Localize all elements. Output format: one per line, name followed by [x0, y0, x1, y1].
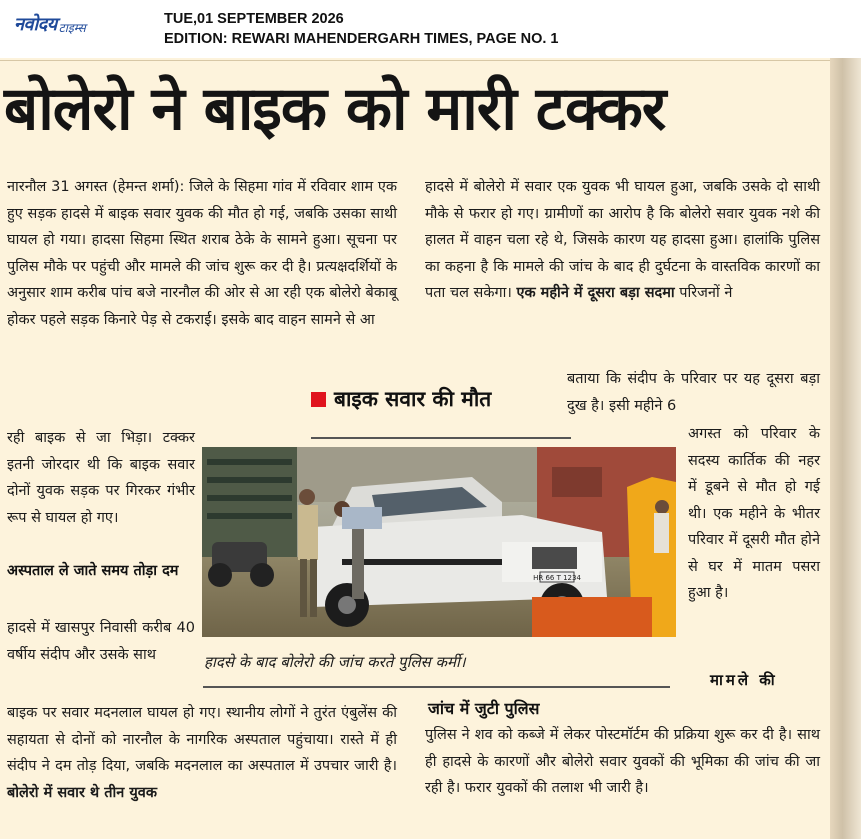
newspaper-logo[interactable] — [14, 10, 86, 36]
bottom-left-paragraph — [7, 700, 397, 806]
bottom-right-subheading: जांच में जुटी पुलिस — [428, 699, 540, 718]
bottom-right-paragraph: पुलिस ने शव को कब्जे में लेकर पोस्टमॉर्टम की प्रक्रिया शुरू कर दी है। साथ ही हादसे के कारणों और बोलेरो सवार युवकों की भूमिका की जांच की जा रही है। फरार युवकों की तलाश भी जारी है। — [425, 727, 820, 796]
subheadline-rule — [311, 437, 571, 439]
left-column-paragraph-2: रही बाइक से जा भिड़ा। टक्कर इतनी जोरदार थी कि बाइक सवार दोनों युवक सड़क पर गिरकर गंभीर रूप से घायल हो गए। — [7, 430, 195, 526]
logo-sub-text: टाइम्स — [58, 21, 86, 35]
right-column-paragraph-1 — [425, 174, 820, 307]
right-col-1-tail: परिजनों ने — [679, 285, 733, 301]
photo-caption: हादसे के बाद बोलेरो की जांच करते पुलिस कर्मी। — [204, 653, 466, 671]
subheadline-text: बाइक सवार की मौत — [334, 387, 492, 411]
article-headline: बोलेरो ने बाइक को मारी टक्कर — [4, 74, 666, 144]
page-edge — [830, 58, 861, 839]
accident-photo-drawing — [202, 447, 676, 637]
right-subheading-2: मामले की — [710, 671, 778, 689]
page-header — [0, 0, 861, 58]
logo-main-text: नवोदय — [14, 14, 57, 35]
left-column-paragraph-3: हादसे में खासपुर निवासी करीब 40 वर्षीय संदीप और उसके साथ — [7, 620, 195, 663]
right-col-1-text: हादसे में बोलेरो में सवार एक युवक भी घायल हुआ, जबकि उसके दो साथी मौके से फरार हो गए। ग्रामीणों का आरोप है कि बोलेरो सवार युवक नशे की हालत में वाहन चला रहे थे, जिसके कारण यह हादसा हुआ। हालांकि पुलिस का कहना है कि मामले की जांच के बाद ही दुर्घटना के वास्तविक कारणों का पता चल सकेगा। — [425, 179, 820, 301]
bottom-left-subheading: बोलेरो में सवार थे तीन युवक — [7, 784, 157, 801]
date-line: TUE,01 SEPTEMBER 2026 — [164, 11, 344, 27]
right-column-paragraph-2: बताया कि संदीप के परिवार पर यह दूसरा बड़ा दुख है। इसी महीने 6 — [567, 371, 820, 414]
red-bullet-icon — [311, 392, 326, 407]
left-column-paragraph-1: नारनौल 31 अगस्त (हेमन्त शर्मा): जिले के सिहमा गांव में रविवार शाम एक हुए सड़क हादसे में बाइक सवार युवक की मौत हो गई, जबकि उसका साथी घायल हो गया। हादसा सिहमा स्थित शराब ठेके के सामने हुआ। सूचना पर पुलिस मौके पर पहुंची और मामले की जांच शुरू कर दी है। प्रत्यक्षदर्शियों के अनुसार शाम करीब पांच बजे नारनौल की ओर से आ रही एक बोलेरो बेकाबू होकर पहले सड़क किनारे पेड़ से टकराई। इसके बाद वाहन सामने से आ — [7, 179, 397, 328]
edition-line: EDITION: REWARI MAHENDERGARH TIMES, PAGE NO. 1 — [164, 31, 559, 47]
subheadline — [311, 382, 491, 416]
edition-meta — [164, 9, 558, 49]
caption-rule — [203, 686, 670, 688]
left-subheading-hospital: अस्पताल ले जाते समय तोड़ा दम — [7, 563, 179, 579]
accident-photo[interactable] — [202, 447, 676, 637]
bottom-left-text: बाइक पर सवार मदनलाल घायल हो गए। स्थानीय लोगों ने तुरंत एंबुलेंस की सहायता से दोनों को नारनौल के नागरिक अस्पताल पहुंचाया। रास्ते में ही संदीप ने दम तोड़ दिया, जबकि मदनलाल का अस्पताल में उपचार जारी है। — [7, 705, 397, 774]
right-subheading-inline: एक महीने में दूसरा बड़ा सदमा — [516, 285, 675, 301]
vehicle-number-plate: HR 66 T 1234 — [533, 574, 581, 582]
right-column-paragraph-3: अगस्त को परिवार के सदस्य कार्तिक की नहर में डूबने से मौत हो गई थी। एक महीने के भीतर परिवार में दूसरी मौत होने से घर में मातम पसरा हुआ है। — [688, 426, 820, 601]
